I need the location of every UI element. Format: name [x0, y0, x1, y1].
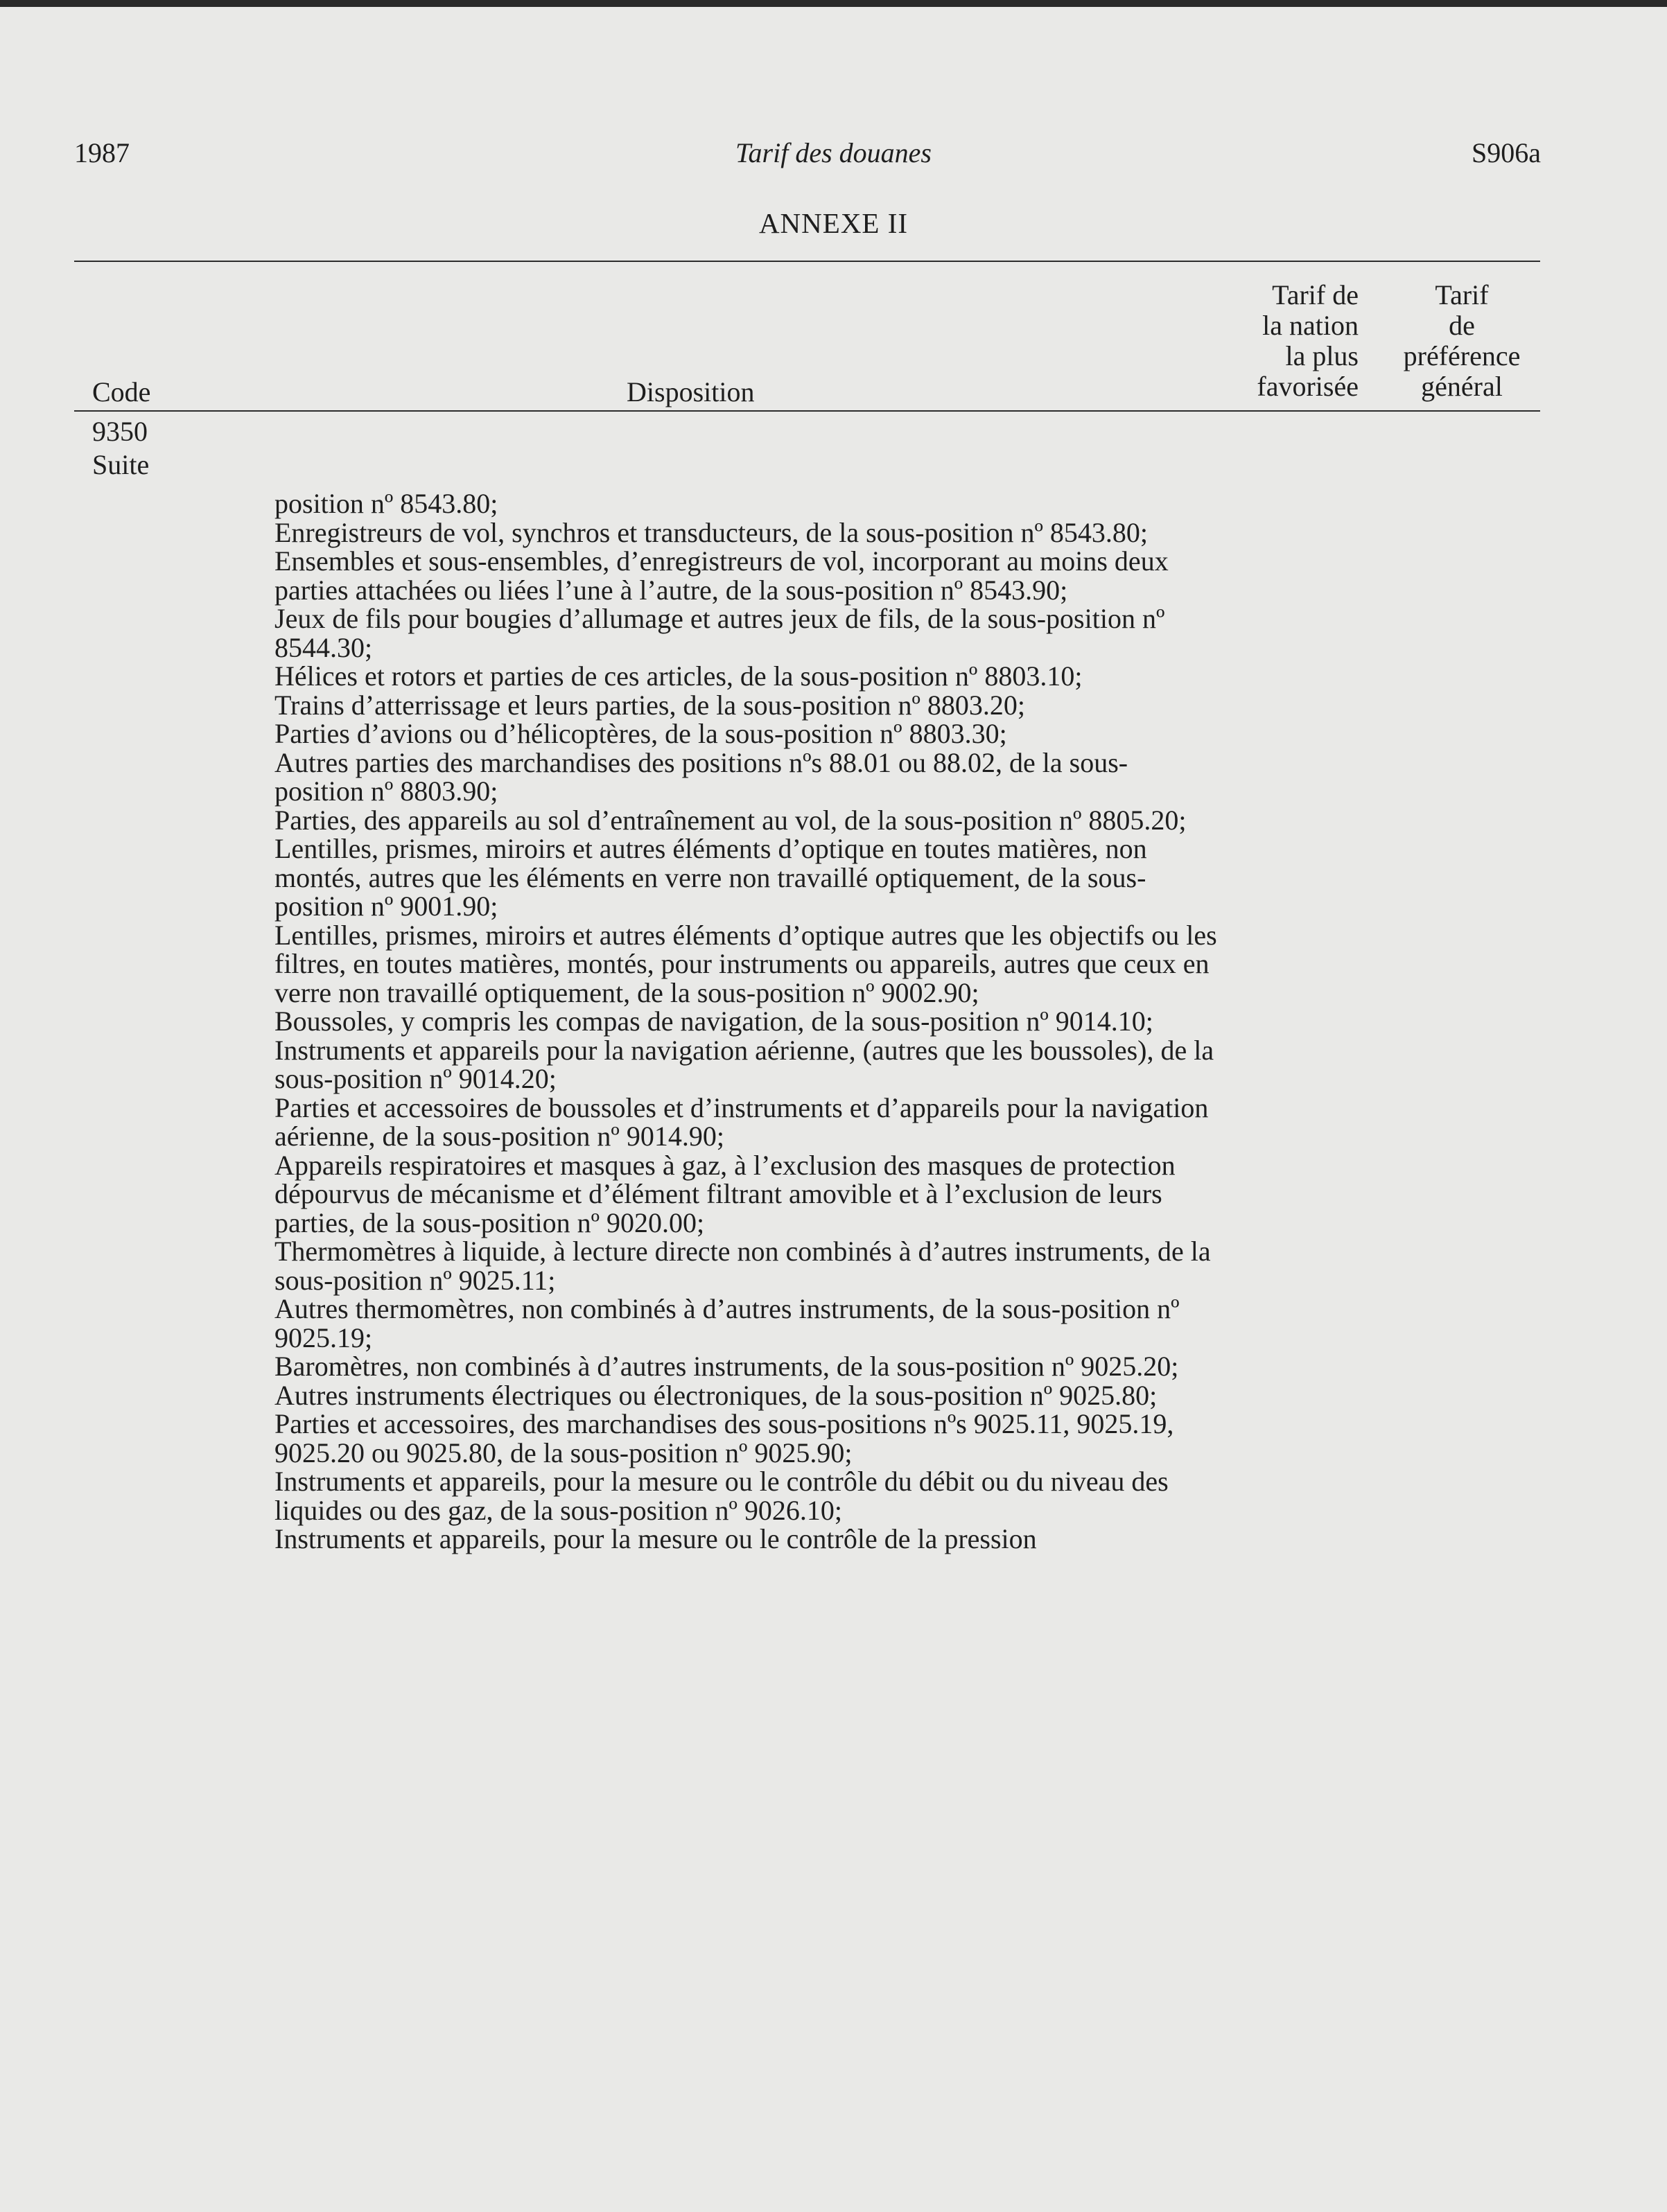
disposition-entry: Autres thermomètres, non combinés à d’autres instruments, de la sous-position nº 9025.19; — [274, 1293, 1180, 1353]
continuation-label: Suite — [92, 449, 150, 480]
column-header-gpt-line: Tarif — [1435, 279, 1489, 310]
header-title: Tarif des douanes — [735, 137, 932, 168]
column-header-mfn-line: la plus — [1285, 340, 1359, 371]
tariff-code: 9350 — [92, 416, 148, 447]
disposition-entry: Lentilles, prismes, miroirs et autres éléments d’optique en toutes matières, non montés, autres que les éléments en verre non travaillé optiquement, de la sous-position nº 9001.90; — [274, 833, 1147, 922]
column-header-gpt-tariff — [1383, 280, 1541, 402]
disposition-entry: Enregistreurs de vol, synchros et transducteurs, de la sous-position nº 8543.80; — [274, 516, 1148, 548]
page-top-edge — [0, 0, 1667, 7]
column-header-gpt-line: préférence — [1403, 340, 1521, 371]
disposition-entry: Parties d’avions ou d’hélicoptères, de la sous-position nº 8803.30; — [274, 718, 1007, 749]
disposition-entry: Instruments et appareils, pour la mesure ou le contrôle du débit ou du niveau des liquides ou des gaz, de la sous-position nº 9026.10; — [274, 1466, 1169, 1526]
disposition-entry: Jeux de fils pour bougies d’allumage et autres jeux de fils, de la sous-position nº 8544.30; — [274, 603, 1165, 663]
column-header-mfn-line: la nation — [1262, 310, 1359, 341]
disposition-entry: Autres instruments électriques ou électroniques, de la sous-position nº 9025.80; — [274, 1379, 1158, 1411]
table-top-rule — [74, 261, 1540, 262]
disposition-entry: Autres parties des marchandises des positions nºs 88.01 ou 88.02, de la sous-position nº 8803.90; — [274, 746, 1128, 807]
disposition-entry: Instruments et appareils pour la navigation aérienne, (autres que les boussoles), de la sous-position nº 9014.20; — [274, 1034, 1214, 1094]
disposition-entry: position nº 8543.80; — [274, 488, 498, 519]
disposition-entry: Parties, des appareils au sol d’entraînement au vol, de la sous-position nº 8805.20; — [274, 804, 1187, 836]
header-year: 1987 — [74, 137, 130, 168]
disposition-list — [274, 489, 1217, 1554]
column-header-mfn-line: favorisée — [1257, 371, 1359, 402]
disposition-entry: Instruments et appareils, pour la mesure ou le contrôle de la pression — [274, 1523, 1037, 1554]
disposition-entry: Parties et accessoires, des marchandises des sous-positions nºs 9025.11, 9025.19, 9025.20 ou 9025.80, de la sous-position nº 9025.90; — [274, 1408, 1174, 1468]
disposition-entry: Appareils respiratoires et masques à gaz, à l’exclusion des masques de protection dépourvus de mécanisme et d’élément filtrant amovible et à l’exclusion de leurs parties, de la sous-position nº 9020.00; — [274, 1149, 1176, 1238]
disposition-entry: Hélices et rotors et parties de ces articles, de la sous-position nº 8803.10; — [274, 660, 1083, 692]
annex-title: ANNEXE II — [758, 207, 909, 239]
header-page-number: S906a — [1472, 137, 1541, 168]
column-header-mfn-line: Tarif de — [1272, 279, 1359, 310]
table-header-rule — [74, 410, 1540, 412]
column-header-gpt-line: général — [1421, 371, 1503, 402]
disposition-entry: Boussoles, y compris les compas de navigation, de la sous-position nº 9014.10; — [274, 1006, 1153, 1037]
disposition-entry: Baromètres, non combinés à d’autres instruments, de la sous-position nº 9025.20; — [274, 1351, 1179, 1382]
column-header-disposition: Disposition — [627, 376, 755, 407]
column-header-mfn-tariff — [1227, 280, 1359, 402]
disposition-entry: Trains d’atterrissage et leurs parties, de la sous-position nº 8803.20; — [274, 689, 1025, 721]
disposition-entry: Thermomètres à liquide, à lecture directe non combinés à d’autres instruments, de la sous-position nº 9025.11; — [274, 1236, 1211, 1296]
disposition-entry: Ensembles et sous-ensembles, d’enregistreurs de vol, incorporant au moins deux parties attachées ou liées l’une à l’autre, de la sous-position nº 8543.90; — [274, 545, 1169, 606]
disposition-entry: Lentilles, prismes, miroirs et autres éléments d’optique autres que les objectifs ou les filtres, en toutes matières, montés, pour instruments ou appareils, autres que ceux en verre non travaillé optiquement, de la sous-position nº 9002.90; — [274, 919, 1217, 1008]
column-header-gpt-line: de — [1449, 310, 1475, 341]
disposition-entry: Parties et accessoires de boussoles et d’instruments et d’appareils pour la navigation aérienne, de la sous-position nº 9014.90; — [274, 1091, 1209, 1152]
column-header-code: Code — [92, 376, 151, 407]
